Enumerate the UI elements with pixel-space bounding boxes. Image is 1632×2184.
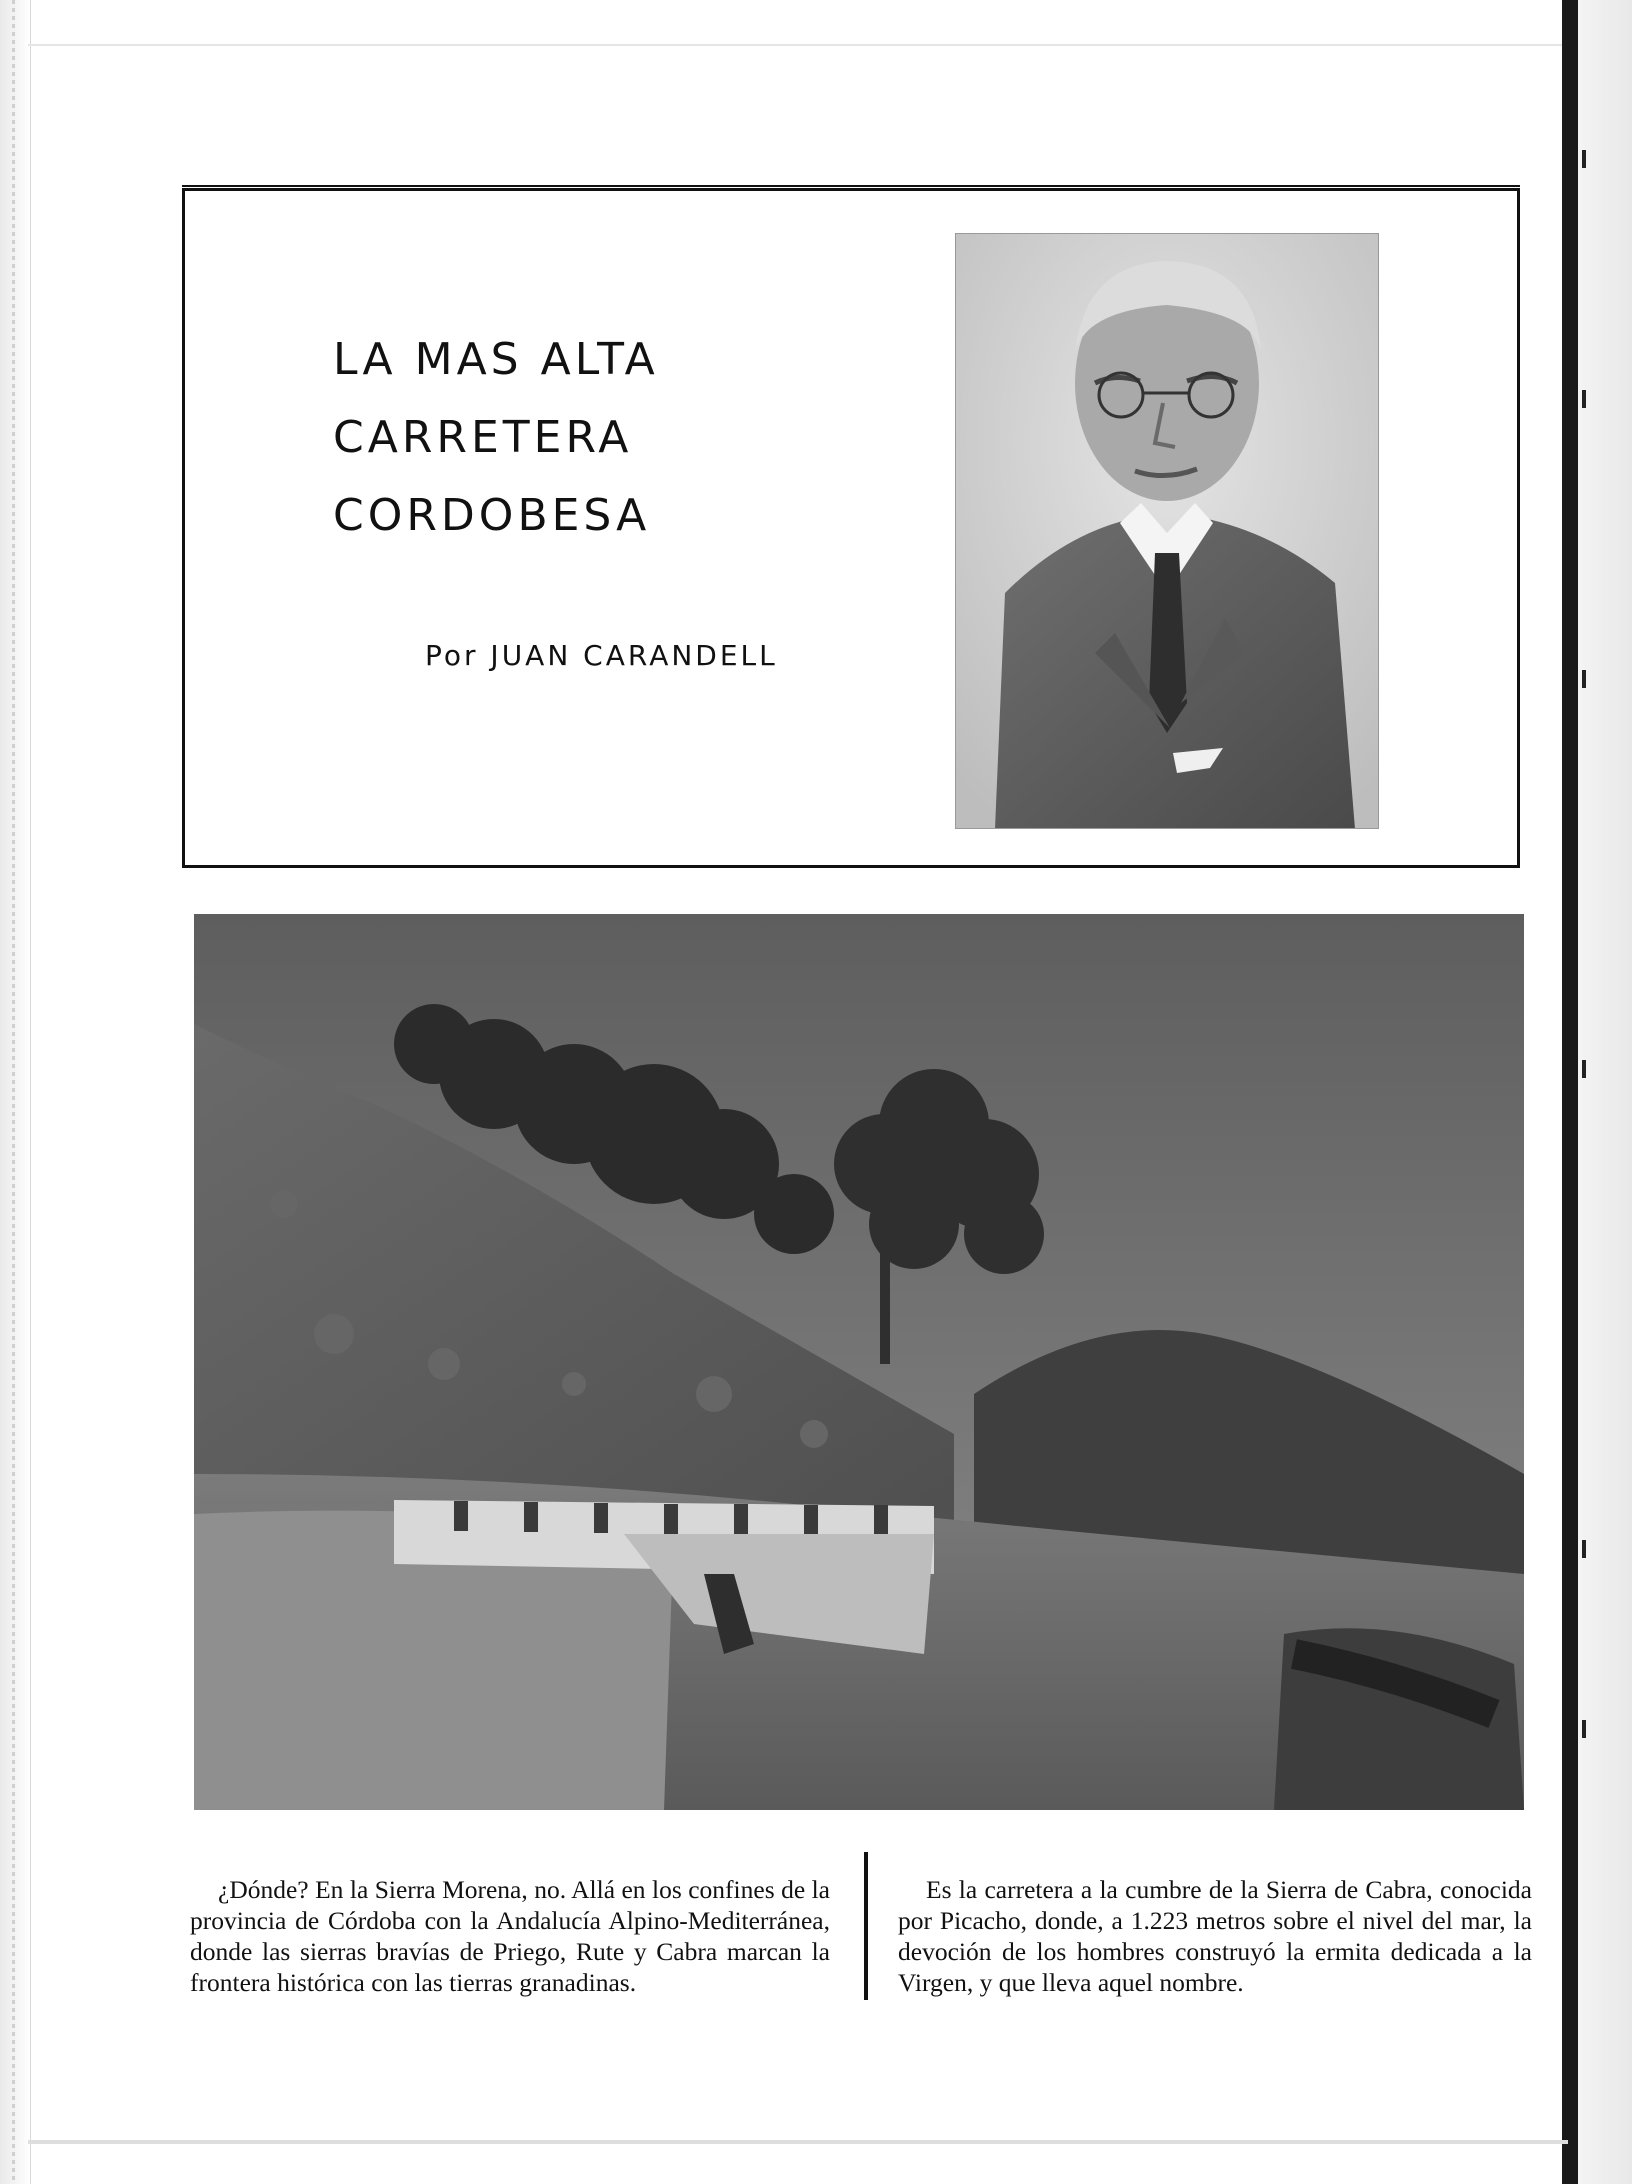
portrait-photo <box>955 233 1379 829</box>
column-rule <box>864 1852 868 2000</box>
body-column-left: ¿Dónde? En la Sierra Morena, no. Allá en los confines de la provincia de Córdoba con la Andalucía Alpino-Mediterránea, donde las sierras bravías de Priego, Rute y Cabra marcan la frontera histórica con las tierras granadinas. <box>190 1874 830 1997</box>
title-line: CORDOBESA <box>333 490 651 541</box>
page-edge <box>28 44 1568 46</box>
page-binding <box>0 0 31 2184</box>
author-byline: Por JUAN CARANDELL <box>425 639 778 672</box>
next-page-edge <box>1578 0 1632 2184</box>
title-line: LA MAS ALTA <box>333 334 659 385</box>
page-edge-bottom <box>28 2140 1568 2144</box>
body-column-right: Es la carretera a la cumbre de la Sierra de Cabra, conocida por Picacho, donde, a 1.223 metros sobre el nivel del mar, la devoción de los hombres construyó la ermita dedicada a la Virgen, y que lleva aquel nombre. <box>898 1874 1532 1997</box>
title-line: CARRETERA <box>333 412 633 463</box>
author-portrait <box>955 233 1379 829</box>
gutter-shadow <box>1562 0 1578 2184</box>
title-frame <box>182 188 1520 868</box>
article-title <box>333 321 853 555</box>
mountain-road-image <box>194 914 1524 1810</box>
landscape-photo <box>194 914 1524 1810</box>
